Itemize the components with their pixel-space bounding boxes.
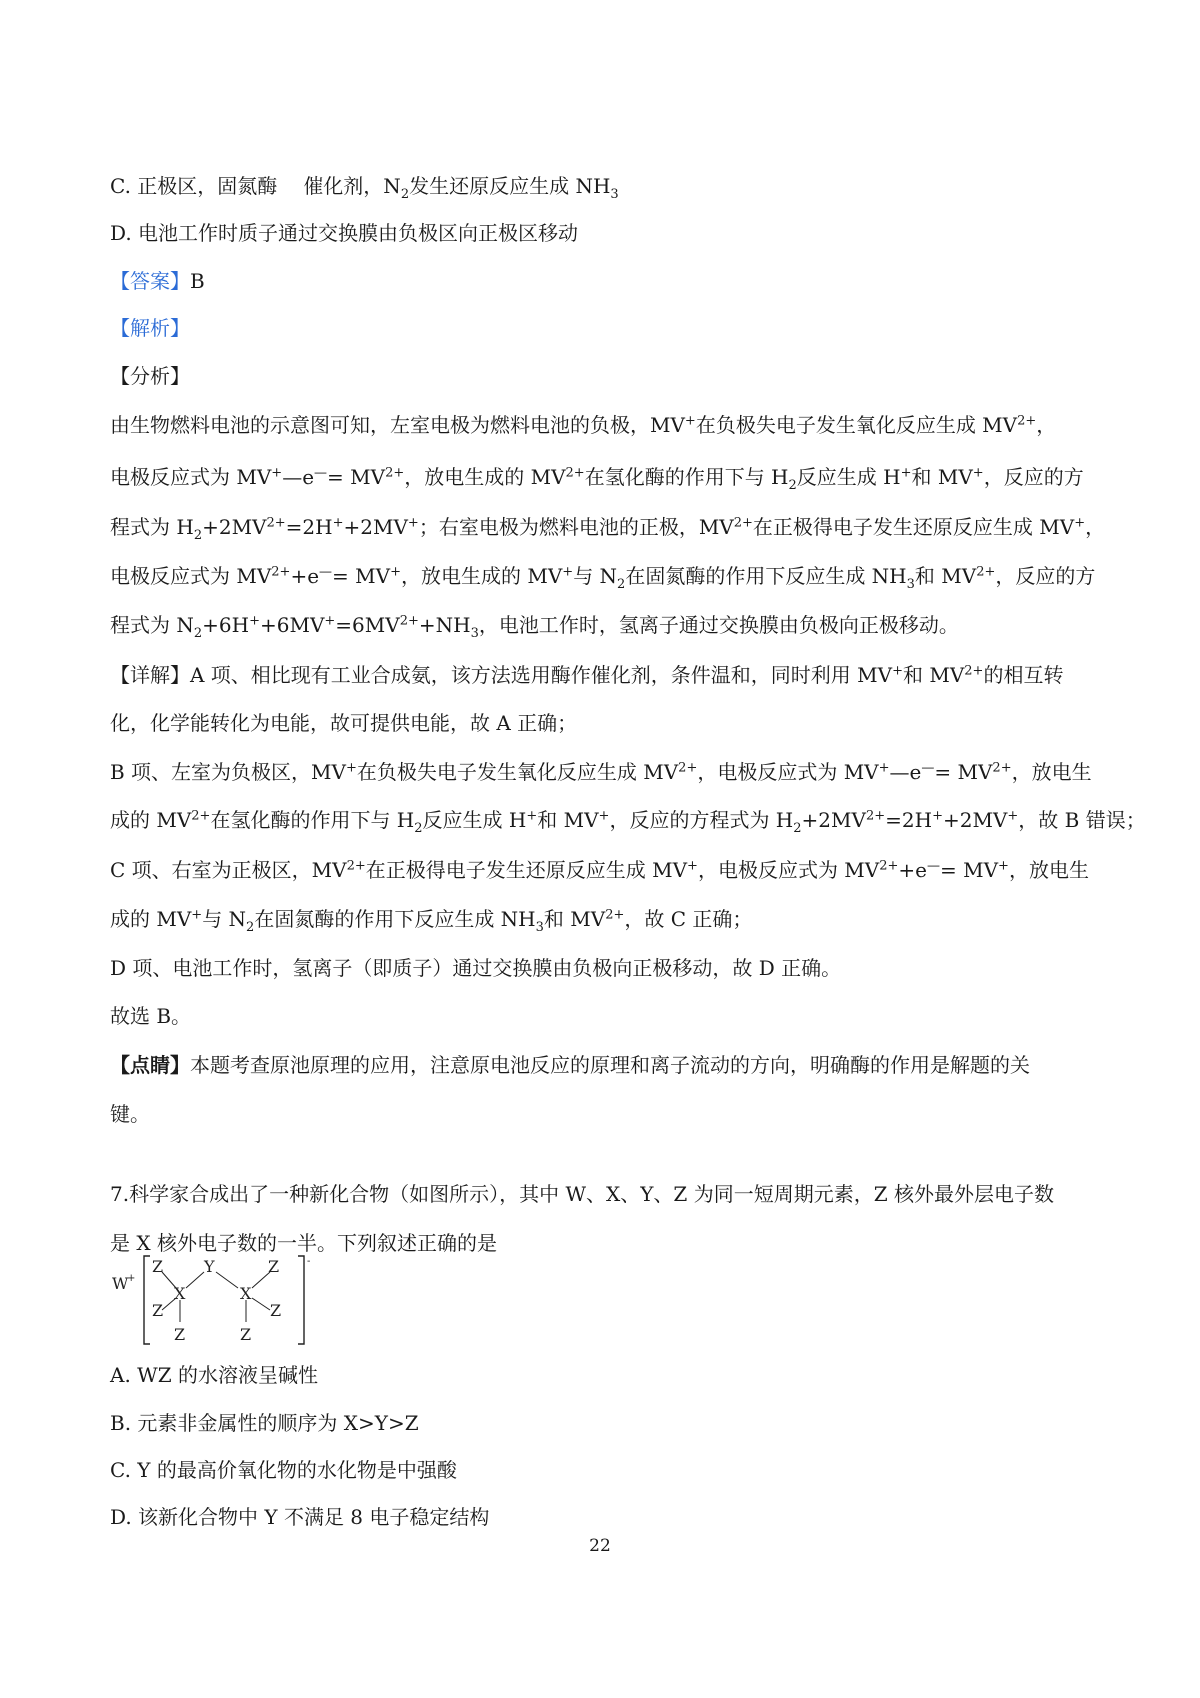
prev-option-d: D. 电池工作时质子通过交换膜由负极区向正极区移动 xyxy=(110,221,579,245)
detail-tag: 【详解】 xyxy=(110,663,190,687)
detail-line-1: 【详解】A 项、相比现有工业合成氨，该方法选用酶作催化剂，条件温和，同时利用 MV+和 $MV^{2+}$的相互转 xyxy=(110,663,1064,687)
atom-x-1: X xyxy=(174,1284,186,1303)
comment-tag: 【点睛】 xyxy=(110,1053,190,1077)
detail-line-5: C 项、右室为正极区，$MV^{2+}$在正极得电子发生还原反应生成 MV+，电极反应式为 $MV^{2+}+e^—= MV^+$，放电生 xyxy=(110,858,1089,882)
detail-line-6: 成的 MV+与 $N_2$在固氮酶的作用下反应生成 $NH_3$和 $MV^{2+}$，故 C 正确； xyxy=(110,907,753,935)
atom-x-2: X xyxy=(240,1284,252,1303)
detail-line-7: D 项、电池工作时，氢离子（即质子）通过交换膜由负极向正极移动，故 D 正确。 xyxy=(110,956,842,980)
fenxi-tag: 【分析】 xyxy=(110,364,190,388)
answer-tag: 【答案】 xyxy=(110,269,190,293)
structure-diagram xyxy=(112,1252,312,1348)
question7-option-a: A. WZ 的水溶液呈碱性 xyxy=(110,1363,318,1387)
cation-w: W xyxy=(112,1274,129,1293)
cation-charge: + xyxy=(127,1273,136,1284)
right-bracket xyxy=(298,1256,304,1344)
detail-line-8: 故选 B。 xyxy=(110,1004,192,1028)
atom-z-2: Z xyxy=(152,1301,164,1320)
detail-line-3: B 项、左室为负极区，MV+在负极失电子发生氧化反应生成 $MV^{2+}$，电极反应式为 MV+—e—= $MV^{2+}$，放电生 xyxy=(110,760,1092,784)
jiexi-tag: 【解析】 xyxy=(110,316,190,340)
answer-line xyxy=(110,267,205,295)
comment-line-2: 键。 xyxy=(110,1102,150,1126)
question7-line-2: 是 X 核外电子数的一半。下列叙述正确的是 xyxy=(110,1231,497,1255)
page-number: 22 xyxy=(589,1536,611,1556)
atom-z-4: Z xyxy=(268,1257,280,1276)
atom-z-1: Z xyxy=(152,1257,164,1276)
analysis-line-3: 程式为 $H_2+2MV^{2+}=2H^++2MV^+$；右室电极为燃料电池的正极，$MV^{2+}$在正极得电子发生还原反应生成 MV+， xyxy=(110,515,1106,543)
detail-line-2: 化，化学能转化为电能，故可提供电能，故 A 正确； xyxy=(110,711,578,735)
question7-line-1: 7.科学家合成出了一种新化合物（如图所示），其中 W、X、Y、Z 为同一短周期元素，Z 核外最外层电子数 xyxy=(110,1182,1054,1206)
atom-z-6: Z xyxy=(240,1325,252,1344)
question7-option-d: D. 该新化合物中 Y 不满足 8 电子稳定结构 xyxy=(110,1505,490,1529)
atom-z-5: Z xyxy=(270,1301,282,1320)
atom-y: Y xyxy=(204,1257,215,1276)
question7-option-c: C. Y 的最高价氧化物的水化物是中强酸 xyxy=(110,1458,457,1482)
question7-option-b: B. 元素非金属性的顺序为 X>Y>Z xyxy=(110,1411,419,1435)
prev-option-c: C. 正极区，固氮酶 催化剂，$N_2$发生还原反应生成 $NH_3$ xyxy=(110,174,619,202)
left-bracket xyxy=(144,1256,150,1344)
anion-charge: - xyxy=(307,1256,311,1267)
atom-z-3: Z xyxy=(174,1325,186,1344)
answer-value: B xyxy=(190,269,205,293)
detail-line-4: 成的 $MV^{2+}$在氢化酶的作用下与 $H_2$反应生成 H+和 MV+，反应的方程式为 $H_2+2MV^{2+}=2H^++2MV^+$，故 B 错误； xyxy=(110,808,1146,836)
analysis-line-1: 由生物燃料电池的示意图可知，左室电极为燃料电池的负极，MV+在负极失电子发生氧化反应生成 $MV^{2+}$， xyxy=(110,413,1057,437)
analysis-line-2: 电极反应式为 MV+—e—= $MV^{2+}$，放电生成的 $MV^{2+}$在氢化酶的作用下与 $H_2$反应生成 H+和 MV+，反应的方 xyxy=(110,465,1084,493)
comment-line-1: 【点睛】本题考查原池原理的应用，注意原电池反应的原理和离子流动的方向，明确酶的作用是解题的关 xyxy=(110,1053,1030,1077)
analysis-line-5: 程式为 $N_2+6H^++6MV^+=6MV^{2+}+NH_3$，电池工作时，氢离子通过交换膜由负极向正极移动。 xyxy=(110,613,959,641)
analysis-line-4: 电极反应式为 $MV^{2+}+e^—= MV^+$，放电生成的 MV+与 $N_2$在固氮酶的作用下反应生成 $NH_3$和 $MV^{2+}$，反应的方 xyxy=(110,564,1096,592)
